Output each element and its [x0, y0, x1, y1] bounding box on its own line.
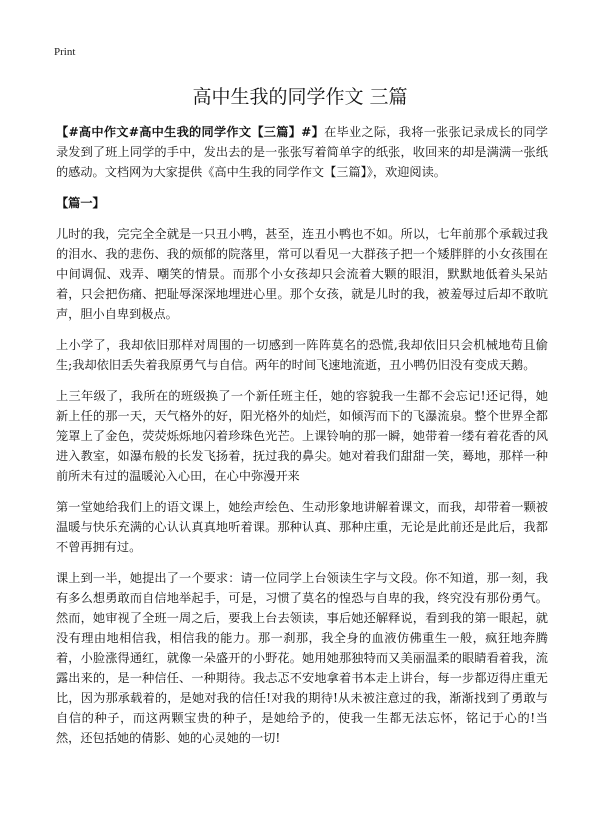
paragraph-4: 第一堂她给我们上的语文课上，她绘声绘色、生动形象地讲解着课文，而我，却带着一颗被温暖与快乐充满的心认认真真地听着课。那种认真、那种庄重，无论是此前还是此后，我都不曾再拥有过。: [56, 500, 548, 554]
paragraph-5: 课上到一半，她提出了一个要求：请一位同学上台领读生字与文段。你不知道，那一刻，我有多么想勇敢而自信地举起手，可是，习惯了莫名的惶恐与自卑的我，终究没有那份勇气。然而，她审视了全班一周之后，要我上台去领读，事后她还解释说，看到我的第一眼起，就没有理由地相信我，相信我的能力。那一刹那，我全身的血液仿佛重生一般，疯狂地奔腾着，小脸涨得通红，就像一朵盛开的小野花。她用她那独特而又美丽温柔的眼睛看着我，流露出来的，是一种信任、一种期待。我忐忑不安地拿着书本走上讲台，每一步都迈得庄重无比，因为那承载着的，是她对我的信任!对我的期待!从未被注意过的我，渐渐找到了勇敢与自信的种子，而这两颗宝贵的种子，是她给予的，使我一生都无法忘怀，铭记于心的!当然，还包括她的倩影、她的心灵她的一切!: [56, 571, 548, 745]
paragraph-2: 上小学了，我却依旧那样对周围的一切感到一阵阵莫名的恐慌,我却依旧只会机械地苟且偷生;我却依旧丢失着我原勇气与自信。两年的时间飞速地流逝，丑小鸭仍旧没有变成天鹅。: [56, 338, 548, 372]
article-body: [56, 122, 548, 759]
intro-paragraph: [56, 122, 548, 182]
section-heading: 【篇一】: [56, 196, 105, 210]
intro-tag: 【#高中作文#高中生我的同学作文【三篇】#】: [56, 125, 325, 139]
intro-text: 在毕业之际，我将一张张记录成长的同学录发到了班上同学的手中，发出去的是一张张写着简单字的纸张，收回来的却是满满一张纸的感动。文档网为大家提供《高中生我的同学作文【三篇】》，欢迎阅读。: [56, 125, 548, 179]
page-title: 高中生我的同学作文 三篇: [192, 86, 408, 108]
paragraph-3: 上三年级了，我所在的班级换了一个新任班主任，她的容貌我一生都不会忘记!还记得，她新上任的那一天，天气格外的好，阳光格外的灿烂，如倾泻而下的飞瀑流泉。整个世界全都笼罩上了金色，荧荧烁烁地闪着珍珠色光芒。上课铃响的那一瞬，她带着一缕有着花香的风进入教室，如瀑布般的长发飞扬着，抚过我的鼻尖。她对着我们甜甜一笑，蓦地，那样一种前所未有过的温暖沁入心田，在心中弥漫开来: [56, 389, 548, 483]
paragraph-1: 儿时的我，完完全全就是一只丑小鸭，甚至，连丑小鸭也不如。所以，七年前那个承载过我的泪水、我的悲伤、我的烦郁的院落里，常可以看见一大群孩子把一个矮胖胖的小女孩围在中间调侃、戏弄、嘲笑的情景。而那个小女孩却只会流着大颗的眼泪，默默地低着头呆站着，只会把伤痛、把耻辱深深地埋进心里。那个女孩，就是儿时的我，被羞辱过后却不敢吭声，胆小自卑到极点。: [56, 227, 548, 321]
print-link[interactable]: Print: [54, 46, 76, 58]
